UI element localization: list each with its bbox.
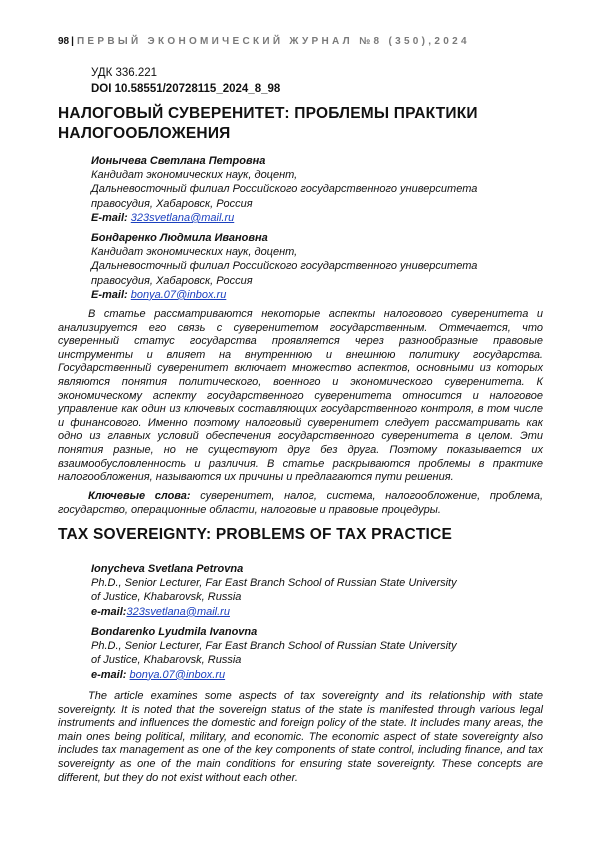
author-affiliation: Ph.D., Senior Lecturer, Far East Branch School of Russian State University bbox=[91, 640, 457, 653]
email-label: E-mail: bbox=[91, 211, 128, 224]
author-block-en-1 bbox=[91, 562, 551, 619]
email-label: e-mail: bbox=[91, 668, 127, 681]
author-email-link[interactable]: 323svetlana@mail.ru bbox=[126, 605, 230, 618]
author-affiliation-city: of Justice, Khabarovsk, Russia bbox=[91, 654, 242, 667]
udc-code: УДК 336.221 bbox=[91, 67, 158, 79]
abstract-ru: В статье рассматриваются некоторые аспекты налогового суверенитета и анализируется его связь с суверенитетом государственным. Отмечается, что суверенный статус государства проявляется через разнообразные правовые инструменты и влияет на внутреннюю и внешнюю политику государства. Государственный суверенитет включает множество аспектов, основными из которых являются понятия политического, военного и экономического суверенитета. К экономическому аспекту государственного суверенитета относится и налоговое управление как один из ключевых составляющих государственного контроля, в том числе и финансового. Именно поэтому налоговый суверенитет следует рассматривать как одно из главных условий обеспечения государственного суверенитета в целом. Эти понятия разные, но не существуют друг без друга. Поэтому показывается их взаимообусловленность и различия. В статье раскрываются проблемы в практике налогообложения, называются их причины и предлагаются пути решения. bbox=[58, 308, 543, 484]
keywords-ru bbox=[58, 490, 543, 517]
author-affiliation: Дальневосточный филиал Российского государственного университета bbox=[91, 183, 478, 196]
author-email-link[interactable]: bonya.07@inbox.ru bbox=[130, 288, 227, 301]
author-block-ru-1 bbox=[91, 154, 551, 225]
email-label: E-mail: bbox=[91, 288, 128, 301]
author-block-ru-2 bbox=[91, 231, 551, 302]
keywords-label: Ключевые слова: bbox=[88, 490, 191, 502]
running-head: 98 | ПЕРВЫЙ ЭКОНОМИЧЕСКИЙ ЖУРНАЛ №8 (350),2024 bbox=[58, 36, 470, 47]
article-title-ru: НАЛОГОВЫЙ СУВЕРЕНИТЕТ: ПРОБЛЕМЫ ПРАКТИКИ НАЛОГООБЛОЖЕНИЯ bbox=[58, 105, 478, 142]
author-affiliation: Ph.D., Senior Lecturer, Far East Branch School of Russian State University bbox=[91, 577, 457, 590]
email-label: e-mail: bbox=[91, 605, 127, 618]
author-email-line bbox=[91, 211, 551, 225]
author-affiliation-city: правосудия, Хабаровск, Россия bbox=[91, 197, 253, 210]
keywords-text: суверенитет, налог, система, налогообложение, проблема, государство, операционные области, налоговые и правовые процедуры. bbox=[58, 490, 544, 516]
abstract-en: The article examines some aspects of tax sovereignty and its relationship with state sovereignty. It is noted that the sovereign status of the state is manifested through various legal instruments and influences the domestic and foreign policy of the state. It includes many areas, the main ones being political, military, and economic. The economic aspect of state sovereignty also includes tax management as one of the key components of state control, including finance, and tax sovereignty as one of the main conditions for ensuring state sovereignty. These concepts are different, but they do not exist without each other. bbox=[58, 690, 543, 784]
page-number: 98 bbox=[58, 36, 70, 47]
author-email-link[interactable]: bonya.07@inbox.ru bbox=[129, 668, 226, 681]
author-degree: Кандидат экономических наук, доцент, bbox=[91, 169, 298, 182]
author-email-line bbox=[91, 288, 551, 302]
author-block-en-2 bbox=[91, 625, 551, 682]
author-email-link[interactable]: 323svetlana@mail.ru bbox=[130, 211, 235, 224]
author-name: Bondarenko Lyudmila Ivanovna bbox=[91, 626, 258, 638]
journal-name: ПЕРВЫЙ ЭКОНОМИЧЕСКИЙ ЖУРНАЛ №8 (350),2024 bbox=[76, 36, 470, 47]
author-name: Ионычева Светлана Петровна bbox=[91, 155, 266, 167]
author-email-line bbox=[91, 605, 551, 619]
author-affiliation-city: of Justice, Khabarovsk, Russia bbox=[91, 591, 242, 604]
author-affiliation: Дальневосточный филиал Российского государственного университета bbox=[91, 260, 478, 273]
author-affiliation-city: правосудия, Хабаровск, Россия bbox=[91, 274, 253, 287]
author-email-line bbox=[91, 668, 551, 682]
author-degree: Кандидат экономических наук, доцент, bbox=[91, 246, 298, 259]
doi: DOI 10.58551/20728115_2024_8_98 bbox=[91, 83, 281, 95]
author-name: Бондаренко Людмила Ивановна bbox=[91, 232, 268, 244]
author-name: Ionycheva Svetlana Petrovna bbox=[91, 563, 244, 575]
article-title-en: TAX SOVEREIGNTY: PROBLEMS OF TAX PRACTICE bbox=[58, 526, 452, 543]
